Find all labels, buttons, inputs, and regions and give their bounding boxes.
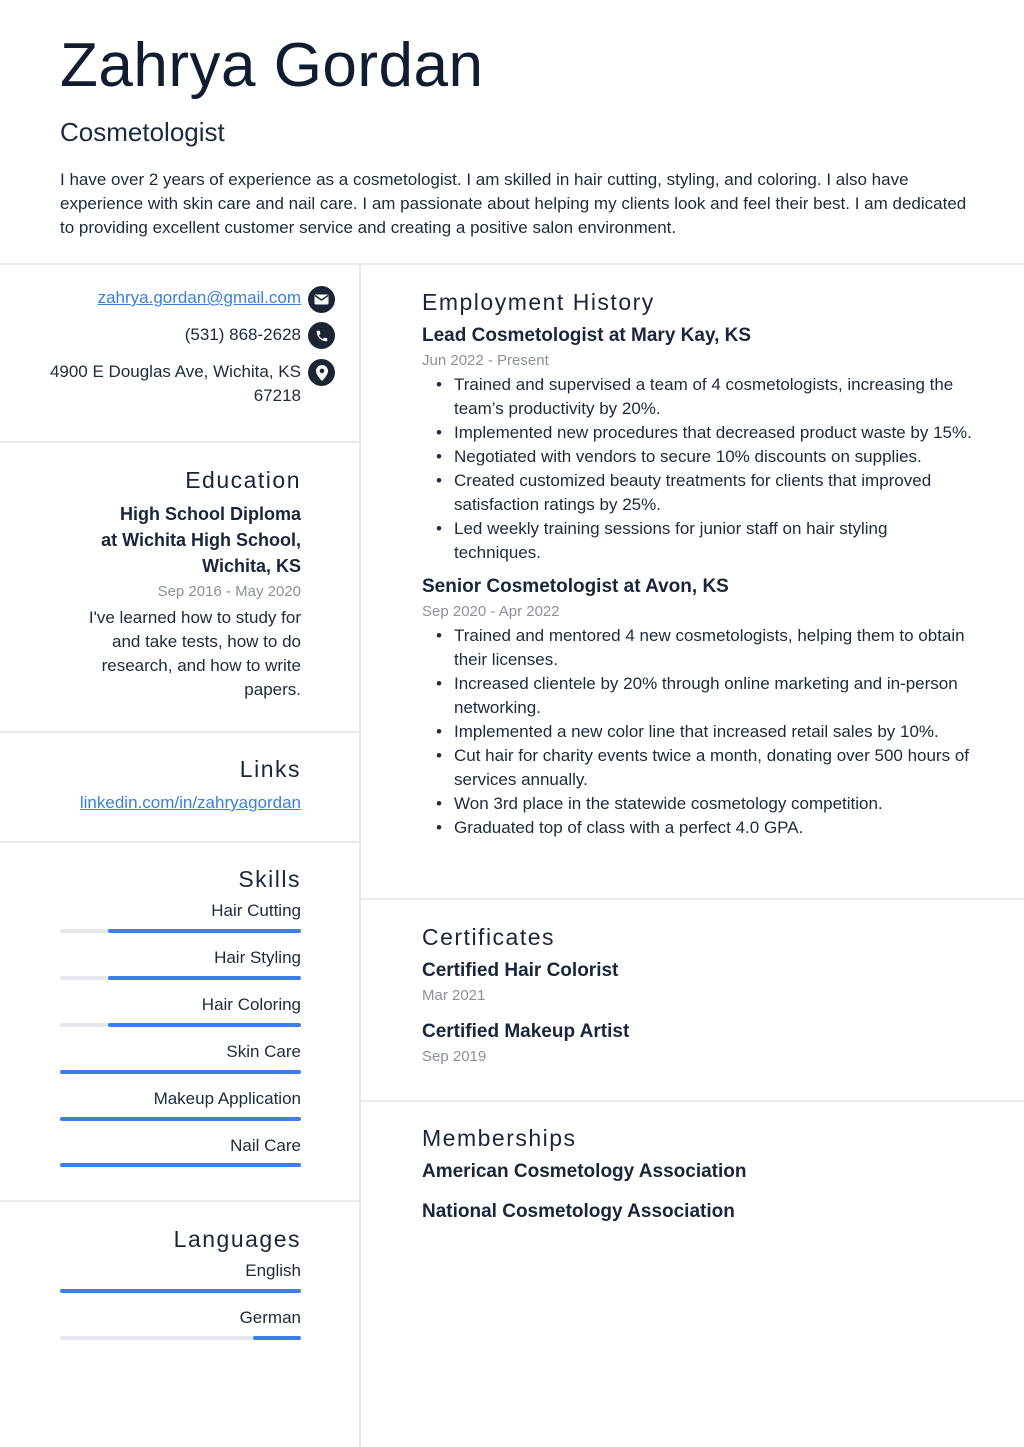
skills-section xyxy=(60,865,301,1185)
skill-bar xyxy=(60,1117,301,1121)
skill-bar xyxy=(60,1023,301,1027)
language-bar-fill xyxy=(253,1336,301,1340)
job-bullet: • Trained and supervised a team of 4 cosmetologists, increasing the team’s productivity by 20%. xyxy=(454,373,972,421)
job-bullet: • Implemented a new color line that increased retail sales by 10%. xyxy=(454,720,972,744)
education-description: I've learned how to study for and take tests, how to do research, and how to write papers. xyxy=(88,608,301,699)
job-dates: Sep 2020 - Apr 2022 xyxy=(422,603,560,620)
job-dates: Jun 2022 - Present xyxy=(422,352,549,369)
job-bullet: • Cut hair for charity events twice a month, donating over 500 hours of services annually. xyxy=(454,744,972,792)
skill-bar xyxy=(60,929,301,933)
certificates-heading: Certificates xyxy=(422,924,556,950)
education-location: Wichita, KS xyxy=(202,556,301,576)
education-school: at Wichita High School, xyxy=(101,530,301,550)
links-divider xyxy=(0,841,360,843)
contact-divider xyxy=(0,441,360,443)
job-bullet: • Increased clientele by 20% through online marketing and in-person networking. xyxy=(454,672,972,720)
phone-number: (531) 868-2628 xyxy=(184,325,301,344)
skill-label: Makeup Application xyxy=(153,1089,301,1108)
certificate-date: Mar 2021 xyxy=(422,987,486,1004)
skill-label: Skin Care xyxy=(226,1042,301,1061)
certificate-name: Certified Hair Colorist xyxy=(422,960,619,981)
envelope-icon xyxy=(308,286,335,313)
job-bullet: • Won 3rd place in the statewide cosmetology competition. xyxy=(454,792,972,816)
languages-section xyxy=(60,1225,301,1355)
skill-bar-fill xyxy=(60,1117,301,1121)
phone-icon xyxy=(308,322,335,349)
skill-bar-fill xyxy=(60,1163,301,1167)
professional-summary: I have over 2 years of experience as a cosmetologist. I am skilled in hair cutting, styling, and coloring. I also have experience with skin care and nail care. I am passionate about helping my clients look and feel their best. I am dedicated to providing excellent customer service and creating a positive salon environment. xyxy=(60,170,967,237)
job-title: Lead Cosmetologist at Mary Kay, KS xyxy=(422,325,752,346)
skill-bar-fill xyxy=(108,929,301,933)
certificate-entry xyxy=(422,1019,972,1067)
membership-item: American Cosmetology Association xyxy=(422,1161,747,1182)
job-bullet: • Created customized beauty treatments for clients that improved satisfaction ratings by 25%. xyxy=(454,469,972,517)
candidate-name: Zahrya Gordan xyxy=(60,31,484,100)
education-degree: High School Diploma xyxy=(119,504,301,524)
skill-bar xyxy=(60,1070,301,1074)
address-line-1: 4900 E Douglas Ave, Wichita, KS xyxy=(49,362,301,381)
job-title: Senior Cosmetologist at Avon, KS xyxy=(422,576,729,597)
candidate-title: Cosmetologist xyxy=(60,117,225,147)
education-divider xyxy=(0,731,360,733)
education-heading: Education xyxy=(185,467,301,493)
email-link[interactable]: zahrya.gordan@gmail.com xyxy=(97,288,301,307)
job-bullet: • Negotiated with vendors to secure 10% discounts on supplies. xyxy=(454,445,972,469)
language-bar xyxy=(60,1289,301,1293)
memberships-section xyxy=(422,1124,972,1225)
certificates-section xyxy=(422,923,972,1067)
language-label: German xyxy=(239,1308,301,1327)
skill-bar xyxy=(60,976,301,980)
links-heading: Links xyxy=(239,756,301,782)
job-bullets xyxy=(422,373,972,565)
skill-bar-fill xyxy=(108,1023,301,1027)
employment-section xyxy=(422,288,972,840)
linkedin-link[interactable]: linkedin.com/in/zahryagordan xyxy=(79,793,301,812)
skill-label: Hair Coloring xyxy=(201,995,301,1014)
job-bullet: • Led weekly training sessions for junior staff on hair styling techniques. xyxy=(454,517,972,565)
skill-label: Hair Styling xyxy=(214,948,301,967)
job-bullets xyxy=(422,624,972,840)
certificate-entry xyxy=(422,958,972,1006)
memberships-heading: Memberships xyxy=(422,1125,577,1151)
skill-bar xyxy=(60,1163,301,1167)
certificate-name: Certified Makeup Artist xyxy=(422,1021,630,1042)
job-bullet: • Trained and mentored 4 new cosmetologists, helping them to obtain their licenses. xyxy=(454,624,972,672)
job-entry xyxy=(422,574,972,840)
skills-heading: Skills xyxy=(238,866,301,892)
employment-heading: Employment History xyxy=(422,289,655,315)
address-line-2: 67218 xyxy=(253,386,301,405)
skill-bar-fill xyxy=(108,976,301,980)
employment-divider xyxy=(361,898,1024,900)
map-pin-icon xyxy=(308,359,335,386)
job-bullet: • Implemented new procedures that decreased product waste by 15%. xyxy=(454,421,972,445)
skills-divider xyxy=(0,1200,360,1202)
language-bar-fill xyxy=(60,1289,301,1293)
skill-label: Hair Cutting xyxy=(211,901,301,920)
language-bar xyxy=(60,1336,301,1340)
certificate-date: Sep 2019 xyxy=(422,1048,487,1065)
skill-label: Nail Care xyxy=(230,1136,301,1155)
links-section xyxy=(60,755,301,815)
certificates-divider xyxy=(361,1100,1024,1102)
header-divider xyxy=(0,263,1024,265)
education-dates: Sep 2016 - May 2020 xyxy=(157,583,301,600)
job-entry xyxy=(422,323,972,565)
languages-heading: Languages xyxy=(173,1226,301,1252)
membership-item: National Cosmetology Association xyxy=(422,1201,735,1222)
skill-bar-fill xyxy=(60,1070,301,1074)
education-section xyxy=(60,466,301,702)
job-bullet: • Graduated top of class with a perfect 4.0 GPA. xyxy=(454,816,972,840)
language-label: English xyxy=(245,1261,301,1280)
